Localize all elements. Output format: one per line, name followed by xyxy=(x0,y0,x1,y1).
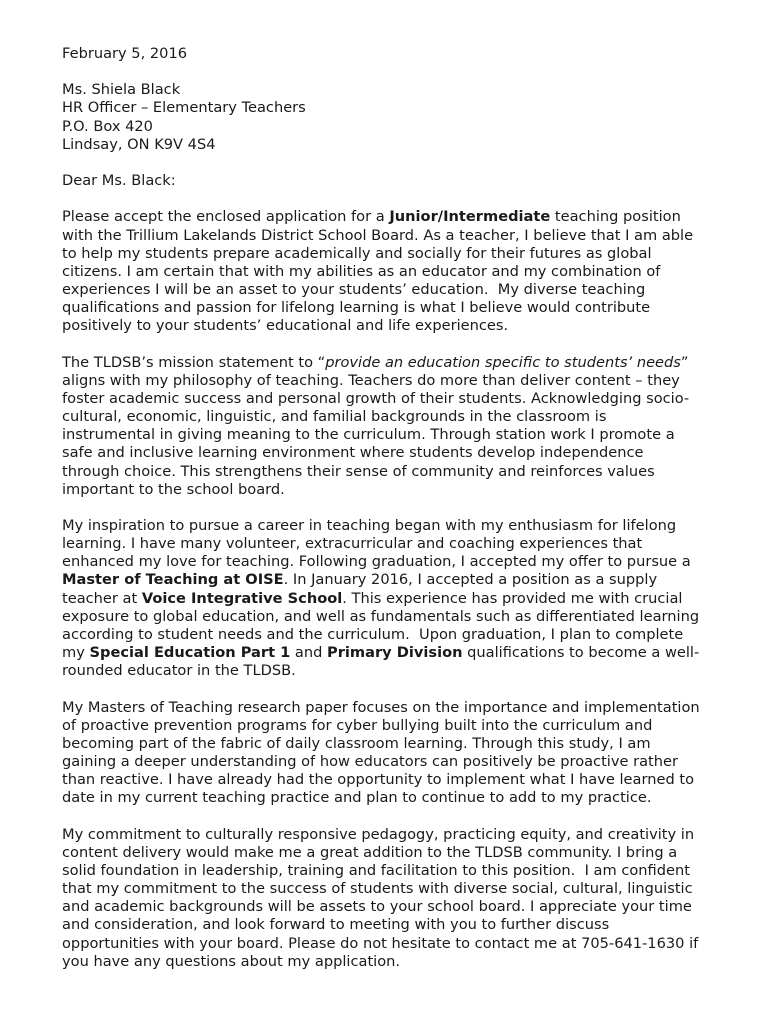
paragraph-line xyxy=(62,644,722,662)
paragraph-line: rounded educator in the TLDSB. xyxy=(62,662,296,680)
paragraph-4 xyxy=(62,699,722,808)
bold-text-run: Primary Division xyxy=(327,644,463,662)
bold-text-run: Master of Teaching at OISE xyxy=(62,571,284,589)
paragraph-line: and consideration, and look forward to meeting with you to further discuss xyxy=(62,916,610,934)
paragraph-line: experiences I will be an asset to your students’ education. My diverse teaching xyxy=(62,280,646,298)
date-text: February 5, 2016 xyxy=(62,45,188,62)
paragraph-line xyxy=(62,590,722,608)
paragraph-line: gaining a deeper understanding of how educators can positively be proactive rather xyxy=(62,753,679,770)
paragraph-line xyxy=(62,571,722,589)
paragraph-line: My commitment to culturally responsive pedagogy, practicing equity, and creativity in xyxy=(62,825,695,843)
paragraph-line: that my commitment to the success of students with diverse social, cultural, linguistic xyxy=(62,880,693,898)
recipient-box: P.O. Box 420 xyxy=(62,117,153,135)
paragraph-line: My Masters of Teaching research paper focuses on the importance and implementation xyxy=(62,698,700,716)
paragraph-line: with the Trillium Lakelands District School Board. As a teacher, I believe that I am able xyxy=(62,226,694,244)
recipient-name: Ms. Shiela Black xyxy=(62,81,181,99)
text-run: . This experience has provided me with crucial xyxy=(342,589,683,607)
paragraph-line: enhanced my love for teaching. Following graduation, I accepted my offer to pursue a xyxy=(62,553,691,571)
paragraph-line: becoming part of the fabric of daily classroom learning. Through this study, I am xyxy=(62,734,651,752)
letter-date xyxy=(62,45,722,63)
paragraph-line: according to student needs and the curriculum. Upon graduation, I plan to complete xyxy=(62,625,684,643)
paragraph-line: and academic backgrounds will be assets to your school board. I appreciate your time xyxy=(62,898,692,916)
paragraph-line: My inspiration to pursue a career in teaching began with my enthusiasm for lifelong xyxy=(62,516,677,534)
text-run: ” xyxy=(680,353,689,371)
paragraph-line: cultural, economic, linguistic, and familial backgrounds in the classroom is xyxy=(62,408,607,426)
paragraph-line xyxy=(62,208,722,226)
paragraph-line: of proactive prevention programs for cyber bullying built into the curriculum and xyxy=(62,716,653,734)
paragraph-line: solid foundation in leadership, training and facilitation to this position. I am confident xyxy=(62,861,690,879)
text-run: teaching position xyxy=(550,208,681,226)
recipient-title: HR Officer – Elementary Teachers xyxy=(62,99,306,117)
paragraph-line: positively to your students’ educational and life experiences. xyxy=(62,317,509,335)
salutation-text: Dear Ms. Black: xyxy=(62,172,176,190)
paragraph-line: than reactive. I have already had the opportunity to implement what I have learned to xyxy=(62,771,695,789)
paragraph-line: aligns with my philosophy of teaching. Teachers do more than deliver content – they xyxy=(62,371,680,389)
bold-text-run: Special Education Part 1 xyxy=(89,644,291,662)
paragraph-line: you have any questions about my application. xyxy=(62,952,401,970)
paragraph-line xyxy=(62,354,722,372)
text-run: The TLDSB’s mission statement to “ xyxy=(62,353,326,371)
paragraph-1 xyxy=(62,208,722,335)
paragraph-line: opportunities with your board. Please do not hesitate to contact me at 705-641-1630 if xyxy=(62,934,699,952)
paragraph-line: exposure to global education, and well as fundamentals such as differentiated learning xyxy=(62,607,700,625)
text-run: qualifications to become a well- xyxy=(462,644,700,662)
paragraph-line: safe and inclusive learning environment where students develop independence xyxy=(62,444,644,462)
paragraph-3 xyxy=(62,517,722,680)
text-run: Please accept the enclosed application for a xyxy=(62,208,390,226)
text-run: and xyxy=(290,644,328,662)
paragraph-line: qualifications and passion for lifelong learning is what I believe would contribute xyxy=(62,299,651,317)
salutation xyxy=(62,172,722,190)
text-run: teacher at xyxy=(62,589,142,607)
paragraph-line: learning. I have many volunteer, extracurricular and coaching experiences that xyxy=(62,535,643,553)
bold-text-run: Voice Integrative School xyxy=(141,589,343,607)
cover-letter xyxy=(62,45,722,971)
italic-text-run: provide an education specific to students’ needs xyxy=(325,353,681,371)
paragraph-line: content delivery would make me a great addition to the TLDSB community. I bring a xyxy=(62,843,678,861)
text-run: my xyxy=(62,644,90,662)
paragraph-line: date in my current teaching practice and plan to continue to add to my practice. xyxy=(62,789,652,807)
bold-text-run: Junior/Intermediate xyxy=(389,208,551,226)
text-run: . In January 2016, I accepted a position as a supply xyxy=(283,571,658,589)
paragraph-2 xyxy=(62,354,722,499)
paragraph-line: instrumental in giving meaning to the curriculum. Through station work I promote a xyxy=(62,426,675,444)
paragraph-line: to help my students prepare academically and socially for their futures as global xyxy=(62,244,652,262)
paragraph-line: through choice. This strengthens their sense of community and reinforces values xyxy=(62,462,655,480)
recipient-address xyxy=(62,81,722,154)
paragraph-line: foster academic success and personal growth of their students. Acknowledging socio- xyxy=(62,389,690,407)
paragraph-5 xyxy=(62,826,722,971)
paragraph-line: citizens. I am certain that with my abilities as an educator and my combination of xyxy=(62,262,661,280)
recipient-city: Lindsay, ON K9V 4S4 xyxy=(62,135,216,153)
paragraph-line: important to the school board. xyxy=(62,480,285,498)
